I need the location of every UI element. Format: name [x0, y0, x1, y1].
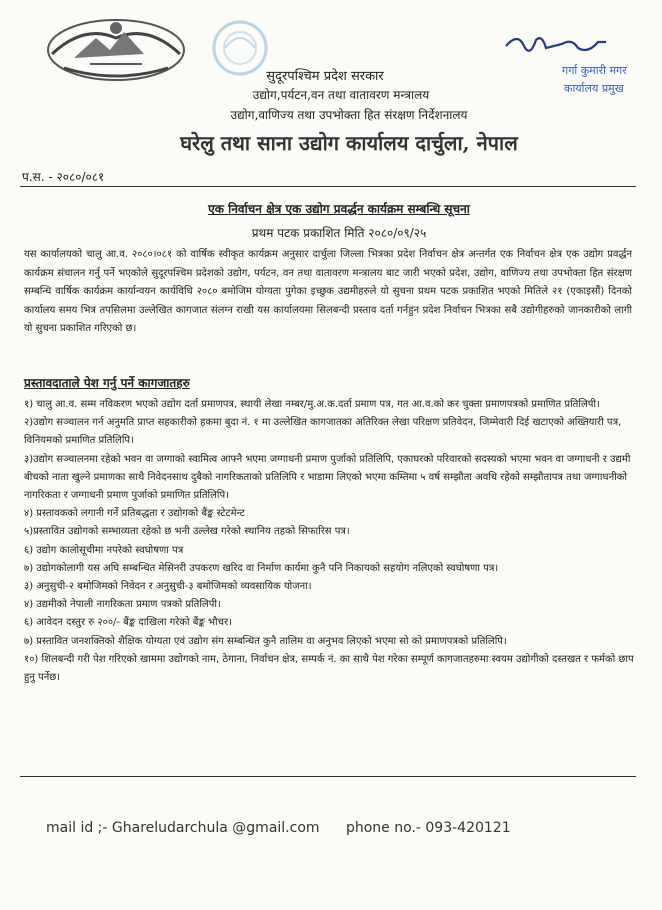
reference-number: प.स. - २०८०/०८१: [22, 170, 105, 184]
svg-text:गर्गा कुमारी मगर: गर्गा कुमारी मगर: [562, 64, 627, 77]
list-item: ७) प्रस्तावित जनशक्तिको शैक्षिक योग्यता एवं उद्योग संग सम्बन्धित कुनै तालिम वा अनुभव लिएको भएमा सो को प्रमाणपत्रको प्रतिलिपि।: [24, 635, 507, 647]
svg-text:कार्यालय प्रमुख: कार्यालय प्रमुख: [564, 82, 624, 95]
header-ministry: उद्योग,पर्यटन,वन तथा वातावरण मन्त्रालय: [252, 88, 430, 102]
list-item: ३) अनुसुची-२ बमोजिमको निवेदन र अनुसुची-३ बमोजिमको व्यवसायिक योजना।: [24, 581, 312, 593]
notice-subtitle: प्रथम पटक प्रकाशित मिति २०८०/०९/२५: [251, 226, 427, 240]
header-province: सुदूरपश्चिम प्रदेश सरकार: [266, 69, 384, 84]
list-item: ७) उद्योगकोलागी यस अघि सम्बन्धित मेसिनरी उपकरण खरिद वा निर्माण कार्यमा कुनै पनि निकायको सहयोग नलिएको स्वघोषणा पत्र।: [24, 562, 499, 574]
divider: [20, 776, 636, 777]
list-item: ६) आवेदन दस्तुर रु २००/- बैंङ्क दाखिला गरेको बैंङ्क भौचर।: [24, 617, 232, 629]
list-item: ६) उद्योग कालोसूचीमा नपरेको स्वघोषणा पत्र: [24, 544, 184, 556]
documents-list: [24, 396, 634, 687]
list-item: २)उद्योग सञ्चालन गर्न अनुमति प्राप्त सहकारीको हकमा बुदा नं. १ मा उल्लेखित कागजातका अतिरिक्त लेखा परिक्षण प्रतिवेदन, जिम्मेवारी दिई खटाएको अख्तियारी पत्र, विनियमको प्रमाणित प्रतिलिपि।: [24, 417, 622, 447]
list-item: ४) उद्यमीको नेपाली नागरिकता प्रमाण पत्रको प्रतिलिपी।: [24, 599, 221, 611]
list-item: ५)प्रस्तावित उद्योगको सम्भाव्यता रहेको छ भनी उल्लेख गरेको स्थानिय तहको सिफारिस पत्र।: [24, 526, 350, 538]
divider: [20, 186, 636, 187]
list-item: ४) प्रस्तावकको लगानी गर्ने प्रतिबद्धता र उद्योगको बैंङ्क स्टेटमेन्ट: [24, 508, 245, 520]
list-item: ३)उद्योग सञ्चालनमा रहेको भवन वा जग्गाको स्वामित्व आफ्नै भएमा जग्गाधनी प्रमाण पुर्जाको प्रतिलिपि, एकाघरको परिवारको सदस्यको भएमा भवन वा जग्गाधनी र उद्यमी बीचको नाता खुल्ने प्रमाणका साथै निवेदनसाथ दुबैको नागरिकताको प्रतिलिपि र भाडामा लिएको भएमा कम्तिमा ५ वर्ष सम्झौता अवधि रहेको सम्झौतापत्र तथा जग्गाधनीको नागरिकता र जग्गाधनी प्रमाण पुर्जाको प्रमाणित प्रतिलिपि।: [24, 453, 631, 502]
documents-heading: प्रस्तावदाताले पेश गर्नु पर्ने कागजातहरु: [24, 376, 190, 390]
header-directorate: उद्योग,वाणिज्य तथा उपभोक्ता हित संरक्षण निर्देशनालय: [230, 108, 468, 122]
notice-body: यस कार्यालयको चालु आ.व. २०८०।०८१ को वार्षिक स्वीकृत कार्यक्रम अनुसार दार्चुला जिल्ला भित्रका प्रदेश निर्वाचन क्षेत्र अन्तर्गत एक निर्वाचन क्षेत्र एक उद्योग प्रवर्द्धन कार्यक्रम संचालन गर्नु पर्ने भएकोले सुदूरपश्चिम प्रदेशको उद्योग, पर्यटन, वन तथा वातावरण मन्त्रालय बाट जारी भएको प्रदेश, उद्योग, वाणिज्य तथा उपभोक्ता हित संरक्षण सम्बन्धि वार्षिक कार्यक्रम कार्यान्वयन कार्यविधि २०८० बमोजिम योग्यता पुगेका इच्छुक उद्यमीहरुले यो सुचना प्रथम पटक प्रकाशित भएको मितिले २१ (एकाइसौं) दिनको कार्यालय समय भित्र तपसिलमा उल्लेखित कागजात संलग्न राखी यस कार्यालयमा सिलबन्दी प्रस्ताव दर्ता गर्नहुन प्रदेश निर्वाचन भित्रका सबै उद्योगीहरुको जानकारीको लागी यो सुचना प्रकाशित गरिएको छ।: [24, 249, 632, 335]
list-item: १०) शिलबन्दी गरी पेश गरिएको खाममा उद्योगको नाम, ठेगाना, निर्वाचन क्षेत्र, सम्पर्क नं. का साथै पेश गरेका सम्पूर्ण कागजातहरुमा स्वयम उद्योगीको दस्तखत र फर्मको छाप हुनु पर्नेछ।: [24, 653, 634, 684]
notice-title: एक निर्वाचन क्षेत्र एक उद्योग प्रवर्द्धन कार्यक्रम सम्बन्धि सूचना: [208, 202, 470, 216]
footer-email[interactable]: mail id ;- Ghareludarchula @gmail.com: [46, 820, 320, 836]
header-office: घरेलु तथा साना उद्योग कार्यालय दार्चुला, नेपाल: [180, 131, 518, 155]
list-item: १) चालु आ.व. सम्म नविकरण भएको उद्योग दर्ता प्रमाणपत्र, स्थायी लेखा नम्बर/मु.अ.क.दर्ता प्रमाण पत्र, गत आ.व.को कर चुक्ता प्रमाणपत्रको प्रमाणित प्रतिलिपी।: [24, 399, 600, 410]
footer-phone: phone no.- 093-420121: [345, 820, 511, 836]
footer: [46, 820, 511, 836]
